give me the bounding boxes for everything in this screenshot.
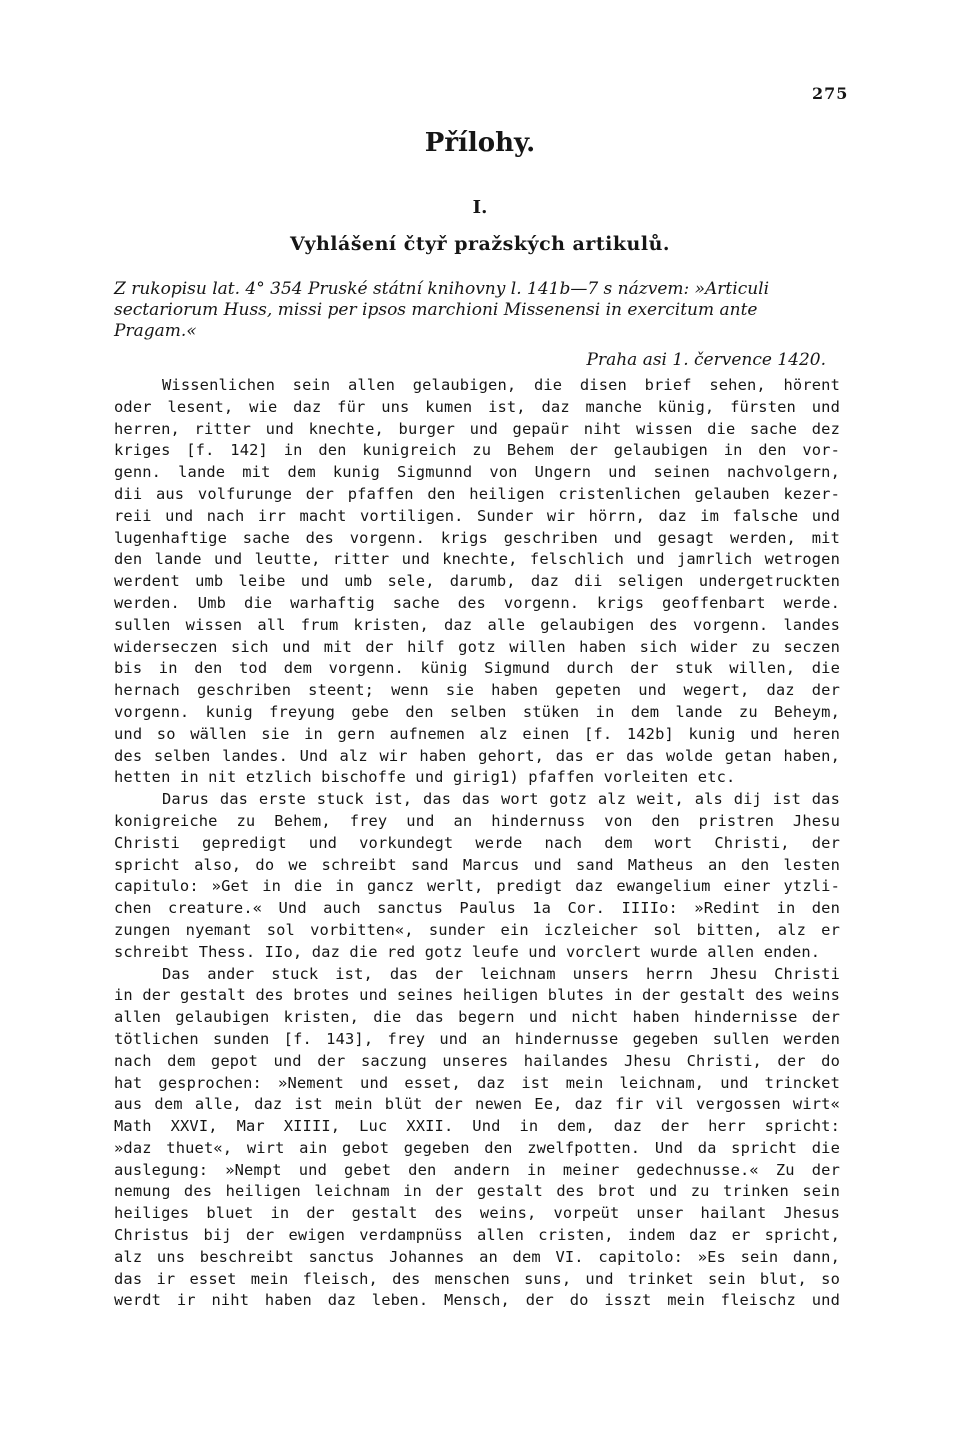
text-line: alz uns beschreibt sanctus Johannes an dem VI. capitolo: »Es sein dann, [114,1247,840,1266]
text-line: tötlichen sunden [f. 143], frey und an hindernusse gegeben sullen werden [114,1029,840,1048]
text-line: oder lesent, wie daz für uns kumen ist, daz manche künig, fürsten und [114,397,840,416]
section-numeral: I. [472,197,488,218]
text-line: Darus das erste stuck ist, das das wort gotz alz weit, als dij ist das [162,790,840,809]
text-line: heiliges bluet in der gestalt des weins, vorpeüt unser hailant Jhesus [114,1204,840,1223]
document-title: Vyhlášení čtyř pražských artikulů. [289,233,671,255]
text-line: »daz thuet«, wirt ain gebot gegeben den zwelfpotten. Und da spricht die [114,1138,840,1157]
text-line: herren, ritter und knechte, burger und gepaür niht wissen die sache dez [114,419,840,438]
text-line: capitulo: »Get in die in gancz werlt, predigt daz ewangelium einer ytzli- [114,877,840,896]
text-line: lugenhaftige sache des vorgenn. krigs geschriben und gesagt werden, mit [114,528,840,547]
place-date: Praha asi 1. července 1420. [586,350,826,370]
text-line: des selben landes. Und alz wir haben gehort, das er das wolde getan haben, [114,746,840,765]
text-line: sullen wissen all frum kristen, daz alle gelaubigen des vorgenn. landes [114,615,840,634]
text-line: Christi gepredigt und vorkundegt werde nach dem wort Christi, der [114,833,840,852]
text-line: zungen nyemant sol vorbitten«, sunder ein iczleicher sol bitten, alz er [114,920,840,939]
text-line: genn. lande mit dem kunig Sigmunnd von Ungern und seinen nachvolgern, [114,463,840,482]
text-line: Christus bij der ewigen verdampnüss allen cristen, indem daz er spricht, [114,1226,840,1245]
text-line: spricht also, do we schreibt sand Marcus und sand Matheus an den lesten [114,855,840,874]
text-line: werdent umb leibe und umb sele, darumb, daz dii seligen undergetruckten [114,572,840,591]
text-line: den lande und leutte, ritter und knechte, felschlich und jamrlich wetrogen [114,550,840,569]
text-line: und so wällen sie in gern aufnemen alz einen [f. 142b] kunig und heren [114,724,840,743]
text-line: werdt ir niht haben daz leben. Mensch, der do isszt mein fleischz und [114,1291,840,1310]
text-line: konigreiche zu Behem, frey und an hindernuss von den pristren Jhesu [114,811,840,830]
text-line: schreibt Thess. IIo, daz die red gotz leufe und vorclert wurde allen enden. [114,942,821,961]
text-line: nemung des heiligen leichnam in der gestalt des brot und zu trinken sein [114,1182,840,1201]
text-line: dii aus volfurunge der pfaffen den heiligen cristenlichen gelauben kezer- [114,484,840,503]
text-line: Wissenlichen sein allen gelaubigen, die disen brief sehen, hörent [162,376,840,394]
text-line: in der gestalt des brotes und seines heiligen blutes in der gestalt des weins [114,986,840,1005]
body-text [114,375,840,1312]
text-line: kriges [f. 142] in den kunigreich zu Behem der gelaubigen in den vor- [114,441,840,460]
text-line: chen creature.« Und auch sanctus Paulus 1a Cor. IIIIo: »Redint in den [114,899,840,918]
text-line: Das ander stuck ist, das der leichnam unsers herrn Jhesu Christi [162,964,840,983]
section-title: Přílohy. [424,128,536,158]
text-line: aus dem alle, daz ist mein blüt der newen Ee, daz fir vil vergossen wirt« [114,1095,840,1114]
source-note: Z rukopisu lat. 4° 354 Pruské státní knihovny l. 141b—7 s názvem: »Articuli sectariorum Huss, missi per ipsos marchioni Missenensi in exercitum ante Pragam.« [114,279,770,341]
page-number: 275 [812,84,849,103]
text-line: bis in den tod dem vorgenn. künig Sigmund durch der stuk willen, die [114,659,840,678]
text-line: auslegung: »Nempt und gebet den andern in meiner gedechnusse.« Zu der [114,1160,840,1179]
text-line: Math XXVI, Mar XIIII, Luc XXII. Und in dem, daz der herr spricht: [114,1117,840,1136]
text-line: hetten in nit etzlich bischoffe und girig1) pfaffen vorleiten etc. [114,768,736,787]
text-line: werden. Umb die warhaftig sache des vorgenn. krigs geoffenbart werde. [114,593,840,612]
text-line: hernach geschriben steent; wenn sie haben gepeten und wegert, daz der [114,681,840,700]
text-line: allen gelaubigen kristen, die das begern und nicht haben hindernisse der [114,1008,840,1027]
text-line: das ir esset mein fleisch, des menschen suns, und trinket sein blut, so [114,1269,840,1288]
text-line: nach dem gepot und der saczung unseres hailandes Jhesu Christi, der do [114,1051,840,1070]
text-line: widerseczen sich und mit der hilf gotz willen haben sich wider zu seczen [114,637,840,656]
text-line: hat gesprochen: »Nement und esset, daz ist mein leichnam, und trincket [114,1073,840,1092]
text-line: reii und nach irr macht vortiligen. Sunder wir hörrn, daz im falsche und [114,506,840,525]
text-line: vorgenn. kunig freyung gebe den selben stüken in dem lande zu Beheym, [114,702,840,721]
